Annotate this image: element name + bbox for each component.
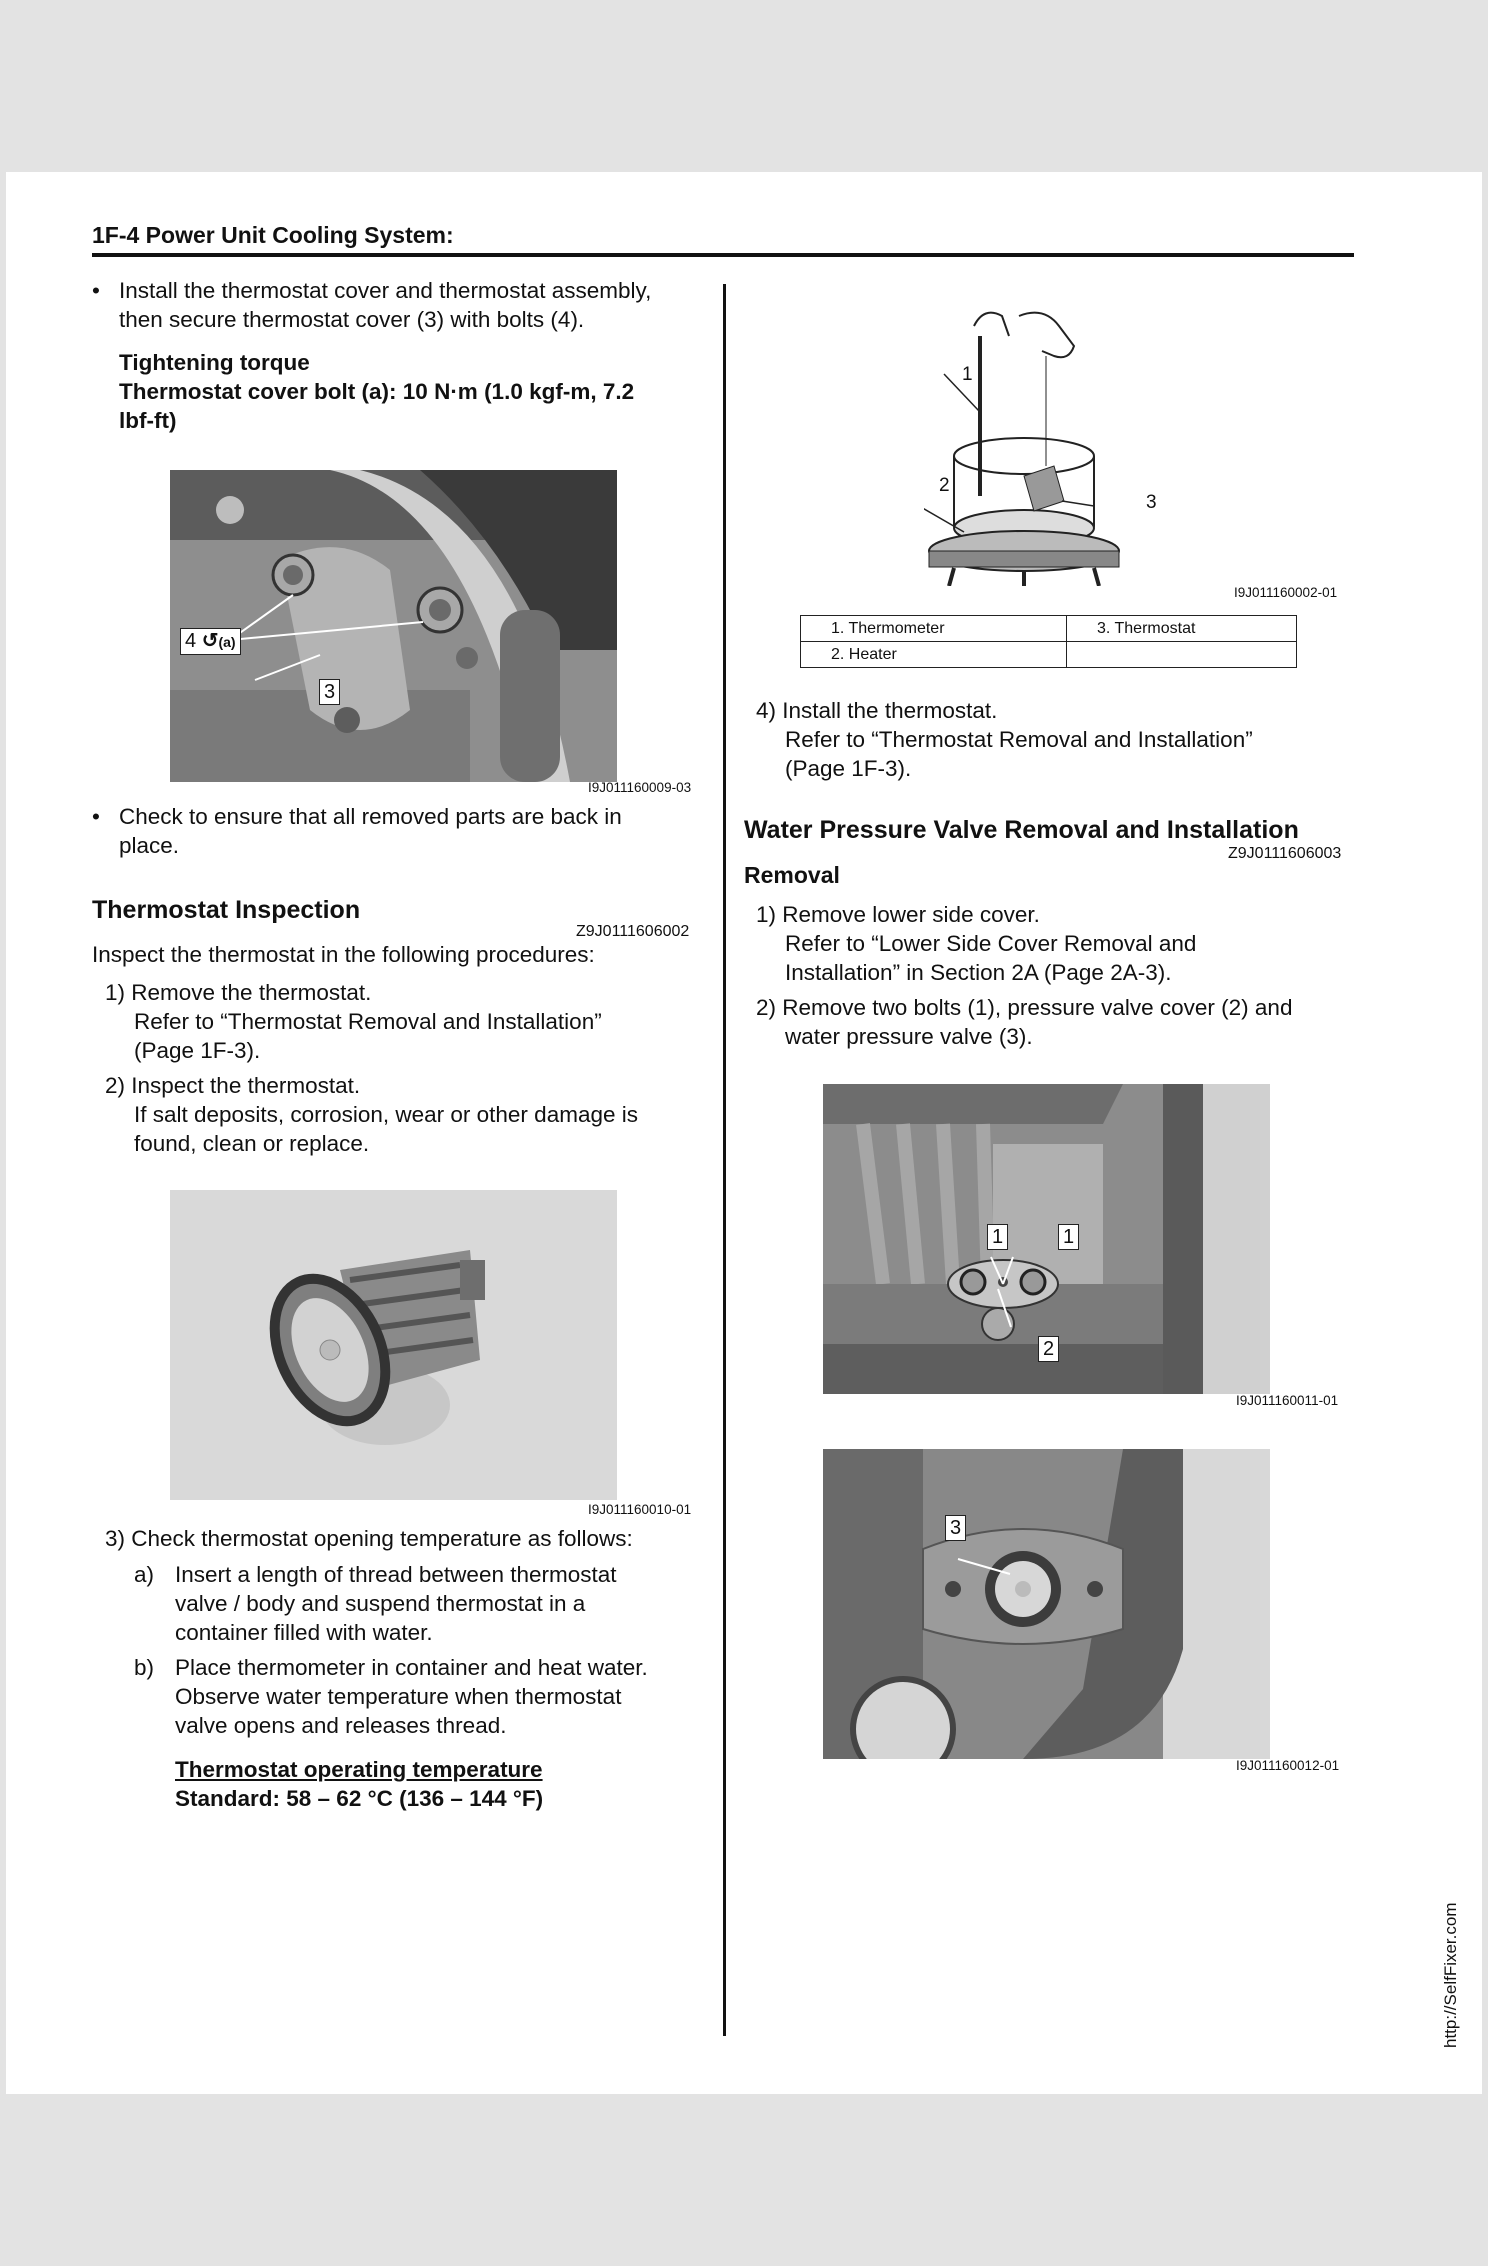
text-line: Refer to “Lower Side Cover Removal and (785, 931, 1197, 956)
page-header: 1F-4 Power Unit Cooling System: (92, 222, 454, 248)
removal-step-1 (756, 900, 1196, 987)
figure-caption: I9J011160009-03 (588, 780, 692, 795)
section-title: Thermostat Inspection (92, 896, 361, 924)
text-line: Place thermometer in container and heat water. (175, 1655, 648, 1680)
text-line: 1) Remove lower side cover. (756, 902, 1040, 927)
text-line: container filled with water. (175, 1620, 433, 1645)
step-1 (105, 978, 602, 1065)
table-cell: 2. Heater (801, 642, 1067, 668)
photo-illustration (170, 470, 617, 782)
thermostat-photo (170, 1190, 617, 1500)
text-line: (Page 1F-3). (134, 1038, 261, 1063)
callout-4: 4 (185, 630, 197, 652)
text-line: (Page 1F-3). (785, 756, 912, 781)
install-cover-text (119, 276, 651, 334)
spec-block (175, 1755, 543, 1813)
table-cell: 3. Thermostat (1067, 616, 1297, 642)
photo-illustration (170, 1190, 617, 1500)
text-line: Install the thermostat cover and thermostat assembly, (119, 278, 652, 303)
legend-table (800, 615, 1297, 668)
callout-label: 3 (945, 1515, 966, 1541)
spec-value: Standard: 58 – 62 °C (136 – 144 °F) (175, 1786, 544, 1811)
water-pressure-valve-photo (823, 1449, 1270, 1759)
spec-title: Thermostat operating temperature (175, 1757, 543, 1782)
table-row (801, 616, 1297, 642)
callout-label: 3 (319, 679, 340, 705)
text-line: found, clean or replace. (134, 1131, 370, 1156)
pressure-valve-cover-photo (823, 1084, 1270, 1394)
text-line: water pressure valve (3). (785, 1024, 1033, 1049)
callout-a: (a) (218, 634, 236, 650)
torque-title: Tightening torque (119, 350, 310, 375)
text-line: valve opens and releases thread. (175, 1713, 507, 1738)
text-line: 4) Install the thermostat. (756, 698, 998, 723)
photo-illustration (823, 1449, 1270, 1759)
check-parts-text (119, 802, 622, 860)
figure-caption: I9J011160002-01 (1234, 585, 1338, 600)
text-line: Check to ensure that all removed parts are back in (119, 804, 622, 829)
step-3b (175, 1653, 648, 1740)
section-title: Water Pressure Valve Removal and Installation (744, 816, 1299, 844)
step-3a (175, 1560, 617, 1647)
section-code: Z9J0111606002 (576, 923, 690, 940)
callout-label: 1 (1058, 1224, 1079, 1250)
text-line: Refer to “Thermostat Removal and Installation” (134, 1009, 602, 1034)
figure-caption: I9J011160011-01 (1236, 1393, 1339, 1408)
section-intro: Inspect the thermostat in the following procedures: (92, 942, 595, 967)
figure-caption: I9J011160010-01 (588, 1502, 692, 1517)
text-line: then secure thermostat cover (3) with bolts (4). (119, 307, 585, 332)
text-line: place. (119, 833, 180, 858)
subsection-title: Removal (744, 862, 840, 888)
section-code: Z9J0111606003 (1228, 845, 1342, 862)
table-cell (1067, 642, 1297, 668)
text-line: Installation” in Section 2A (Page 2A-3). (785, 960, 1172, 985)
step-3a-mark: a) (134, 1562, 155, 1587)
side-url[interactable]: http://SelfFixer.com (1441, 1902, 1460, 2048)
text-line: valve / body and suspend thermostat in a (175, 1591, 586, 1616)
text-line: 1) Remove the thermostat. (105, 980, 372, 1005)
header-rule (92, 253, 1354, 257)
bullet-marker: • (92, 278, 100, 303)
callout-label: 1 (987, 1224, 1008, 1250)
thermostat-cover-photo (170, 470, 617, 782)
step-3: 3) Check thermostat opening temperature as follows: (105, 1526, 633, 1551)
column-divider (723, 284, 726, 2036)
manual-page (6, 172, 1482, 2094)
text-line: Refer to “Thermostat Removal and Installation” (785, 727, 1253, 752)
text-line: 2) Remove two bolts (1), pressure valve cover (2) and (756, 995, 1293, 1020)
text-line: Observe water temperature when thermostat (175, 1684, 622, 1709)
callout-2: 2 (939, 475, 950, 496)
table-cell: 1. Thermometer (801, 616, 1067, 642)
torque-value: Thermostat cover bolt (a): 10 N·m (1.0 kgf-m, 7.2 (119, 379, 635, 404)
callout-3: 3 (1146, 492, 1157, 513)
text-line: 2) Inspect the thermostat. (105, 1073, 361, 1098)
step-3b-mark: b) (134, 1655, 155, 1680)
torque-unit: lbf-ft) (119, 408, 177, 433)
torque-spec (119, 348, 634, 435)
removal-step-2 (756, 993, 1292, 1051)
step-2 (105, 1071, 638, 1158)
diagram-illustration (924, 306, 1144, 586)
text-line: If salt deposits, corrosion, wear or other damage is (134, 1102, 638, 1127)
figure-caption: I9J011160012-01 (1236, 1758, 1340, 1773)
callout-label: 2 (1038, 1336, 1059, 1362)
bullet-marker: • (92, 804, 100, 829)
table-row (801, 642, 1297, 668)
text-line: Insert a length of thread between thermostat (175, 1562, 617, 1587)
callout-label (180, 628, 241, 655)
wrench-icon: ↺ (201, 630, 219, 652)
callout-1: 1 (962, 364, 973, 385)
step-4 (756, 696, 1253, 783)
thermostat-test-diagram (924, 306, 1144, 586)
